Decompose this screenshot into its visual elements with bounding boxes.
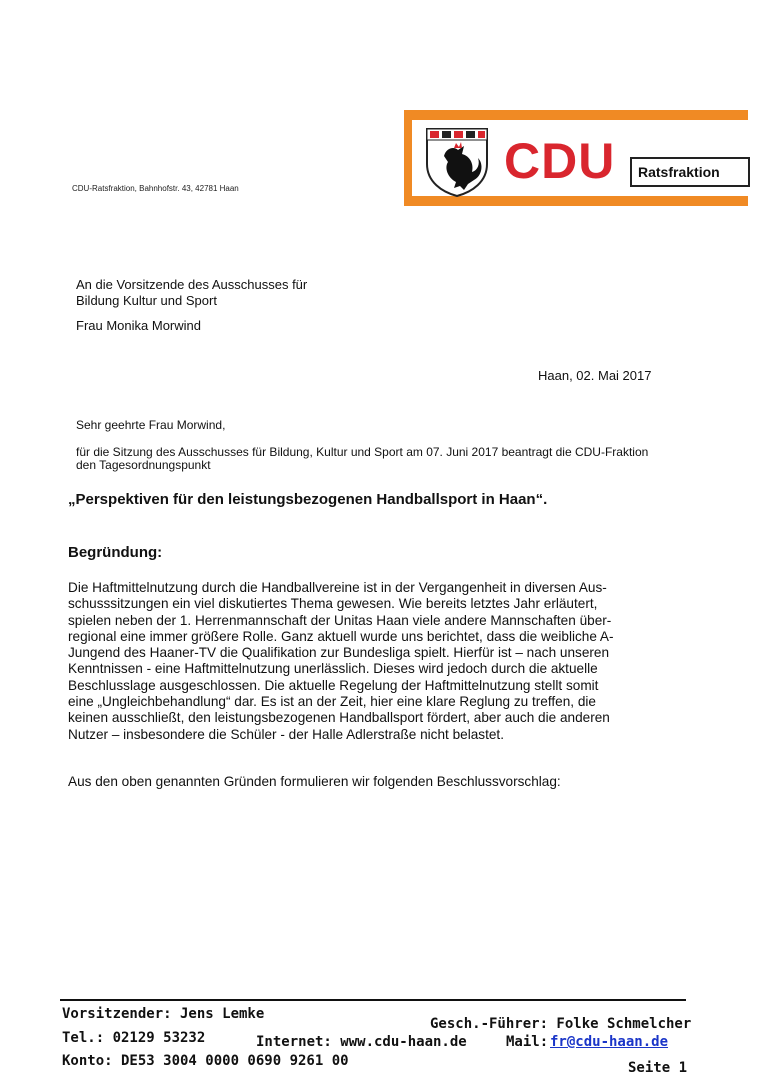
recipient-name: Frau Monika Morwind (76, 318, 201, 333)
footer-website: Internet: www.cdu-haan.de (256, 1034, 467, 1050)
letter-date: Haan, 02. Mai 2017 (538, 368, 652, 383)
subject-line: „Perspektiven für den leistungsbezogenen Handballsport in Haan“. (68, 491, 548, 508)
footer-mail-label: Mail: (506, 1034, 549, 1050)
body-line: schusssitzungen ein viel diskutiertes Thema gewesen. Wie bereits letztes Jahr erläutert, (68, 596, 598, 612)
body-line: keinen ausschließt, den leistungsbezogenen Handballsport fördert, aber auch die anderen (68, 710, 610, 726)
salutation: Sehr geehrte Frau Morwind, (76, 418, 226, 432)
intro-line-1: für die Sitzung des Ausschusses für Bildung, Kultur und Sport am 07. Juni 2017 beantragt die CDU-Fraktion (76, 445, 649, 459)
intro-line-2: den Tagesordnungspunkt (76, 458, 211, 472)
party-logo-text: CDU (504, 133, 616, 189)
proposal-lead-in: Aus den oben genannten Gründen formulieren wir folgenden Beschlussvorschlag: (68, 774, 561, 789)
reason-paragraph (68, 580, 688, 743)
body-line: spielen neben der 1. Herrenmannschaft der Unitas Haan viele andere Mannschaften über- (68, 612, 612, 628)
recipient-line-2: Bildung Kultur und Sport (76, 293, 217, 308)
body-line: Kenntnissen - eine Haftmittelnutzung unerlässlich. Dieses wird jedoch durch die aktuelle (68, 661, 598, 677)
reason-heading: Begründung: (68, 544, 163, 561)
recipient-line-1: An die Vorsitzende des Ausschusses für (76, 277, 308, 292)
body-line: regional eine immer größere Rolle. Ganz aktuell wurde uns berichtet, dass die weibliche A- (68, 628, 614, 644)
footer-chair: Vorsitzender: Jens Lemke (62, 1006, 265, 1022)
footer-mail-link[interactable]: fr@cdu-haan.de (550, 1034, 669, 1050)
page-number: Seite 1 (628, 1060, 688, 1076)
body-line: Beschlusslage ausgeschlossen. Die aktuelle Regelung der Haftmittelnutzung stellt somit (68, 677, 599, 693)
footer-divider (60, 999, 686, 1001)
body-line: eine „Ungleichbehandlung“ dar. Es ist an der Zeit, hier eine klare Reglung zu treffen, die (68, 694, 596, 710)
footer-bank-account: Konto: DE53 3004 0000 0690 9261 00 (62, 1053, 349, 1069)
body-line: Nutzer – insbesondere die Schüler - der Halle Adlerstraße nicht belastet. (68, 726, 504, 742)
sender-address: CDU-Ratsfraktion, Bahnhofstr. 43, 42781 Haan (72, 184, 239, 193)
body-line: Die Haftmittelnutzung durch die Handballvereine ist in der Vergangenheit in diversen Aus- (68, 580, 607, 595)
intro-paragraph (76, 446, 696, 472)
body-line: Jungend des Haaner-TV die Qualifikation zur Bundesliga spielt. Hierfür ist – nach unseren (68, 645, 610, 661)
footer-phone: Tel.: 02129 53232 (62, 1030, 206, 1046)
ratsfraktion-label: Ratsfraktion (630, 157, 750, 187)
recipient-address (76, 277, 307, 309)
rooster-crest-icon (424, 126, 490, 198)
letterhead-logo (404, 110, 748, 206)
footer-manager: Gesch.-Führer: Folke Schmelcher (430, 1016, 692, 1032)
